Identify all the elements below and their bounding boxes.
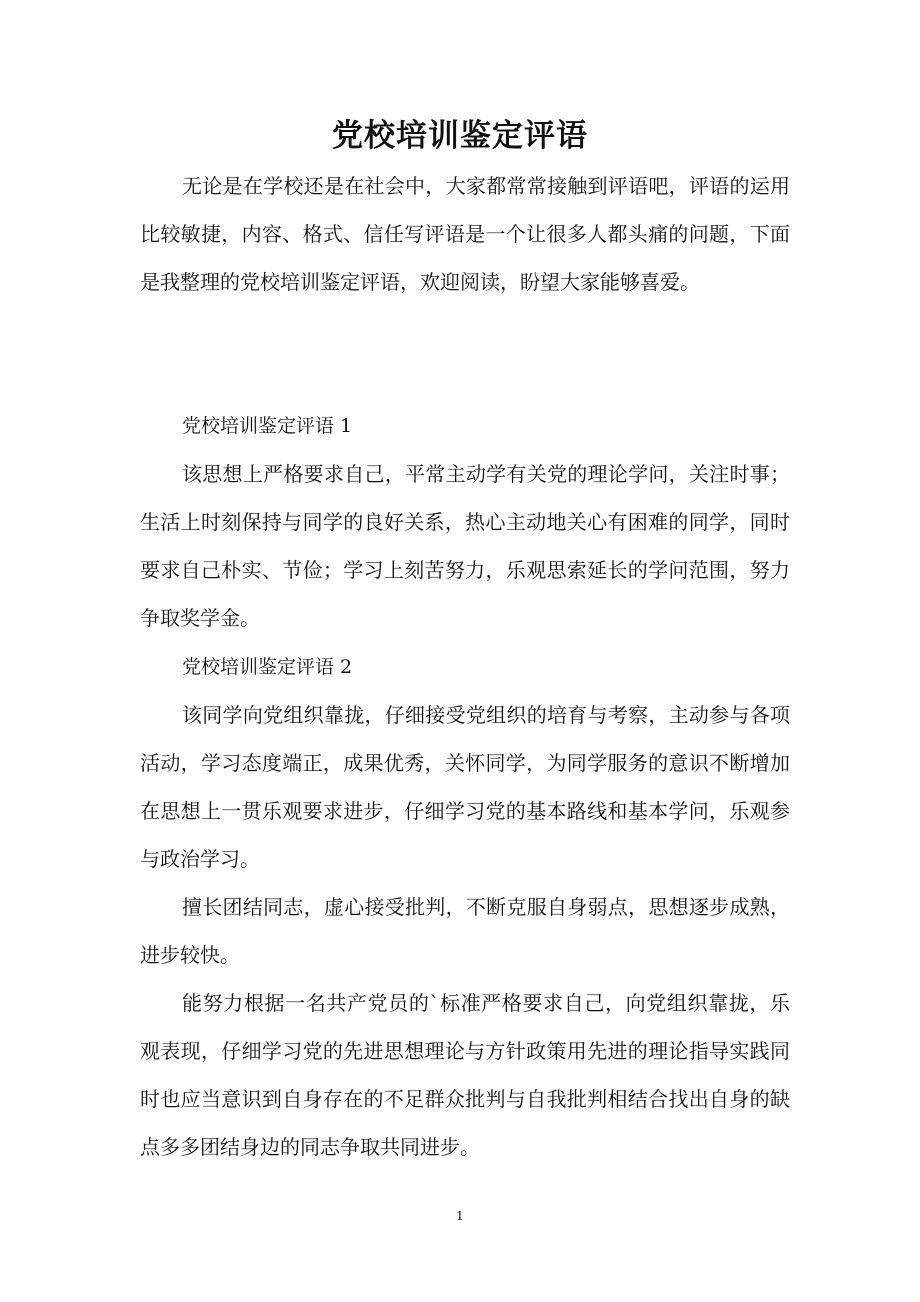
section-1-paragraph: 该思想上严格要求自己，平常主动学有关党的理论学问，关注时事；生活上时刻保持与同学的良好关系，热心主动地关心有困难的同学，同时要求自己朴实、节俭；学习上刻苦努力，乐观思索延长的学问范围，努力争取奖学金。 <box>140 462 790 630</box>
document-title: 党校培训鉴定评语 <box>332 118 588 154</box>
section-heading-2: 党校培训鉴定评语 2 <box>182 656 353 678</box>
page-number: 1 <box>456 1209 464 1223</box>
section-2-paragraph-2: 擅长团结同志，虚心接受批判，不断克服自身弱点，思想逐步成熟，进步较快。 <box>140 895 790 967</box>
section-2-paragraph-3: 能努力根据一名共产党员的`标准严格要求自己，向党组织靠拢，乐观表现，仔细学习党的先进思想理论与方针政策用先进的理论指导实践同时也应当意识到自身存在的不足群众批判与自我批判相结合找出自身的缺点多多团结身边的同志争取共同进步。 <box>140 991 790 1159</box>
section-2-paragraph-1: 该同学向党组织靠拢，仔细接受党组织的培育与考察，主动参与各项活动，学习态度端正，成果优秀，关怀同学，为同学服务的意识不断增加在思想上一贯乐观要求进步，仔细学习党的基本路线和基本学问，乐观参与政治学习。 <box>140 703 790 871</box>
section-heading-1: 党校培训鉴定评语 1 <box>182 415 353 437</box>
intro-paragraph: 无论是在学校还是在社会中，大家都常常接触到评语吧，评语的运用比较敏捷，内容、格式、信任写评语是一个让很多人都头痛的问题，下面是我整理的党校培训鉴定评语，欢迎阅读，盼望大家能够喜爱。 <box>140 174 790 294</box>
